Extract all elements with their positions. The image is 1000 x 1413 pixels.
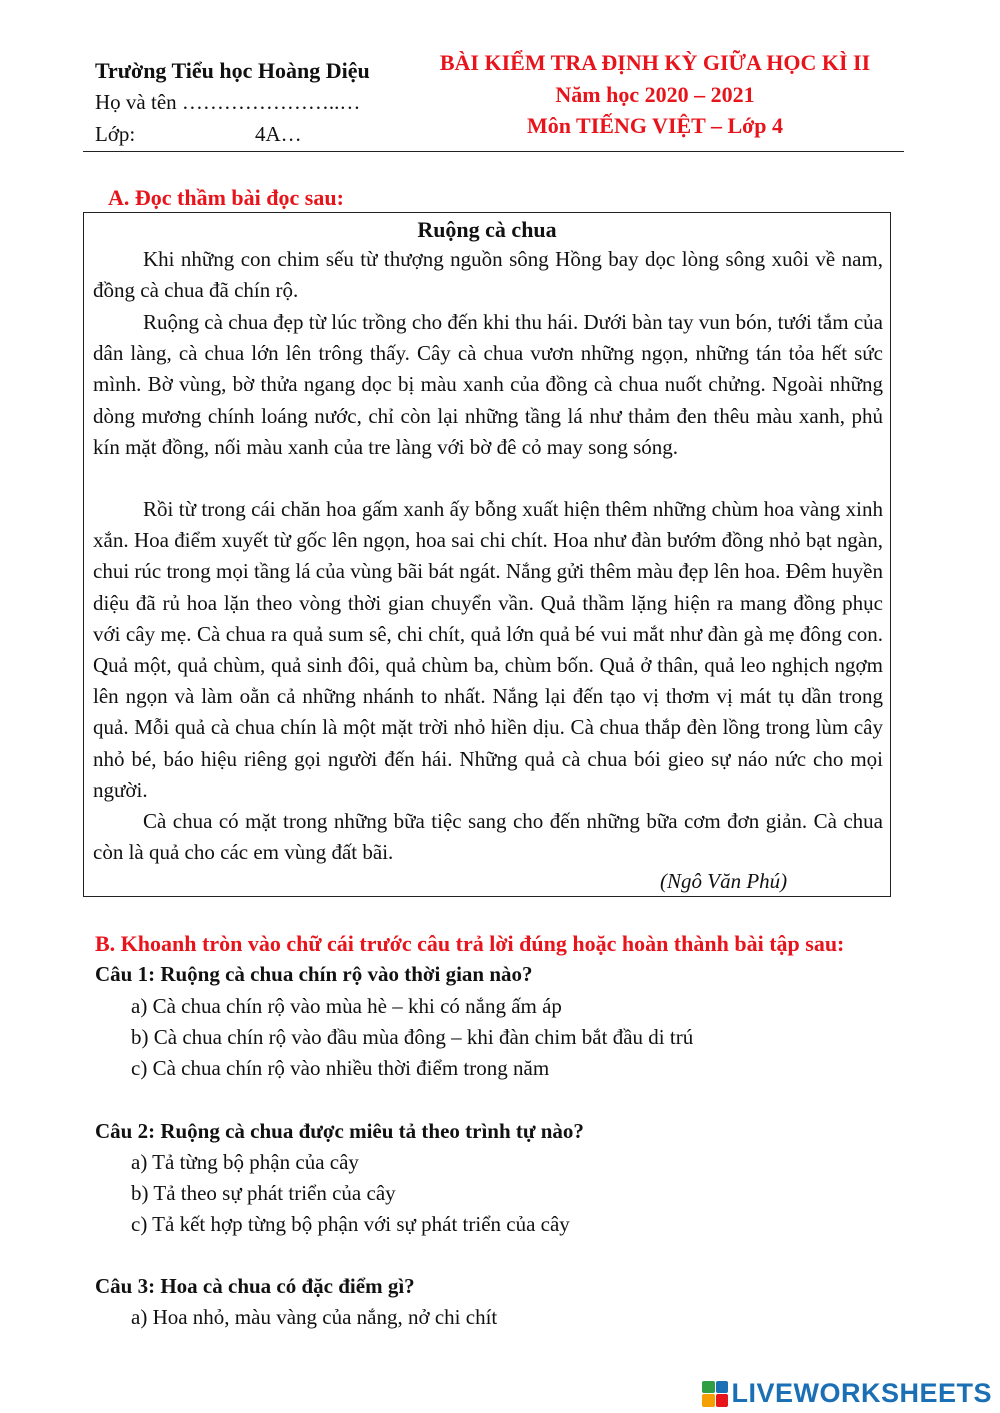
question-1-option-a[interactable]: a) Cà chua chín rộ vào mùa hè – khi có nắng ấm áp xyxy=(131,994,562,1018)
liveworksheets-logo-icon xyxy=(702,1381,728,1407)
passage-author: (Ngô Văn Phú) xyxy=(660,869,788,893)
section-a-heading: A. Đọc thầm bài đọc sau: xyxy=(108,185,344,210)
class-line xyxy=(95,122,302,147)
student-name-line: Họ và tên …………………..… xyxy=(95,90,361,114)
question-3-option-a[interactable]: a) Hoa nhỏ, màu vàng của nắng, nở chi chít xyxy=(131,1305,498,1329)
question-2-option-a[interactable]: a) Tả từng bộ phận của cây xyxy=(131,1150,359,1174)
question-3: Câu 3: Hoa cà chua có đặc điểm gì? xyxy=(95,1274,415,1298)
header-divider xyxy=(83,151,904,152)
question-2-option-c[interactable]: c) Tả kết hợp từng bộ phận với sự phát triển của cây xyxy=(131,1212,570,1236)
subject: Môn TIẾNG VIỆT – Lớp 4 xyxy=(526,113,784,138)
exam-title: BÀI KIỂM TRA ĐỊNH KỲ GIỮA HỌC KÌ II xyxy=(439,50,871,75)
liveworksheets-footer xyxy=(702,1378,992,1409)
class-label: Lớp: xyxy=(95,122,136,146)
liveworksheets-brand: LIVEWORKSHEETS xyxy=(731,1378,992,1408)
question-1-option-b[interactable]: b) Cà chua chín rộ vào đầu mùa đông – khi đàn chim bắt đầu di trú xyxy=(131,1025,694,1049)
question-2-option-b[interactable]: b) Tả theo sự phát triển của cây xyxy=(131,1181,396,1205)
passage-title: Ruộng cà chua xyxy=(417,217,557,242)
school-year: Năm học 2020 – 2021 xyxy=(555,82,755,107)
school-name: Trường Tiểu học Hoàng Diệu xyxy=(95,58,370,83)
question-1-option-c[interactable]: c) Cà chua chín rộ vào nhiều thời điểm trong năm xyxy=(131,1056,550,1080)
question-2: Câu 2: Ruộng cà chua được miêu tả theo trình tự nào? xyxy=(95,1119,584,1143)
passage-paragraph: Ruộng cà chua đẹp từ lúc trồng cho đến khi thu hái. Dưới bàn tay vun bón, tưới tắm của dân làng, cà chua lớn lên trông thấy. Cây cà chua vươn những ngọn, những tán tỏa hết sức mình. Bờ vùng, bờ thửa ngang dọc bị màu xanh của đồng cà chua nuốt chửng. Ngoài những dòng mương chính loáng nước, chỉ còn lại những tầng lá như thảm đen thêu màu xanh, phủ kín mặt đồng, nối màu xanh của tre làng với bờ đê cỏ may song sóng. xyxy=(93,310,883,459)
passage-paragraph: Khi những con chim sếu từ thượng nguồn sông Hồng bay dọc lòng sông xuôi về nam, đồng cà chua đã chín rộ. xyxy=(93,247,883,303)
section-b-heading: B. Khoanh tròn vào chữ cái trước câu trả lời đúng hoặc hoàn thành bài tập sau: xyxy=(95,931,845,956)
question-1: Câu 1: Ruộng cà chua chín rộ vào thời gian nào? xyxy=(95,962,533,986)
class-value: 4A… xyxy=(255,122,302,146)
passage-paragraph: Rồi từ trong cái chăn hoa gấm xanh ấy bỗng xuất hiện thêm những chùm hoa vàng xinh xắn. Hoa điểm xuyết từ gốc lên ngọn, hoa sai chi chít. Hoa như đàn bướm đồng nhỏ bạt ngàn, chui rúc trong mọi tầng lá của vùng bãi bát ngát. Nắng gửi thêm màu đẹp lên hoa. Đêm huyền diệu đã rủ hoa lặn theo vòng thời gian chuyển vần. Quả thầm lặng hiện ra mang đồng phục với cây mẹ. Cà chua ra quả sum sê, chi chít, quả lớn quả bé vui mắt như đàn gà mẹ đông con. Quả một, quả chùm, quả sinh đôi, quả chùm ba, chùm bốn. Quả ở thân, quả leo nghịch ngợm lên ngọn và làm oằn cả những nhánh to nhất. Nắng lại đến tạo vị thơm vị mát tụ dần trong quả. Mỗi quả cà chua chín là một mặt trời nhỏ hiền dịu. Cà chua thắp đèn lồng trong lùm cây nhỏ bé, báo hiệu riêng gọi người đến hái. Những quả cà chua bói gieo sự náo nức cho mọi người. xyxy=(93,497,883,802)
passage-paragraph: Cà chua có mặt trong những bữa tiệc sang cho đến những bữa cơm đơn giản. Cà chua còn là quả cho các em vùng đất bãi. xyxy=(93,809,883,865)
